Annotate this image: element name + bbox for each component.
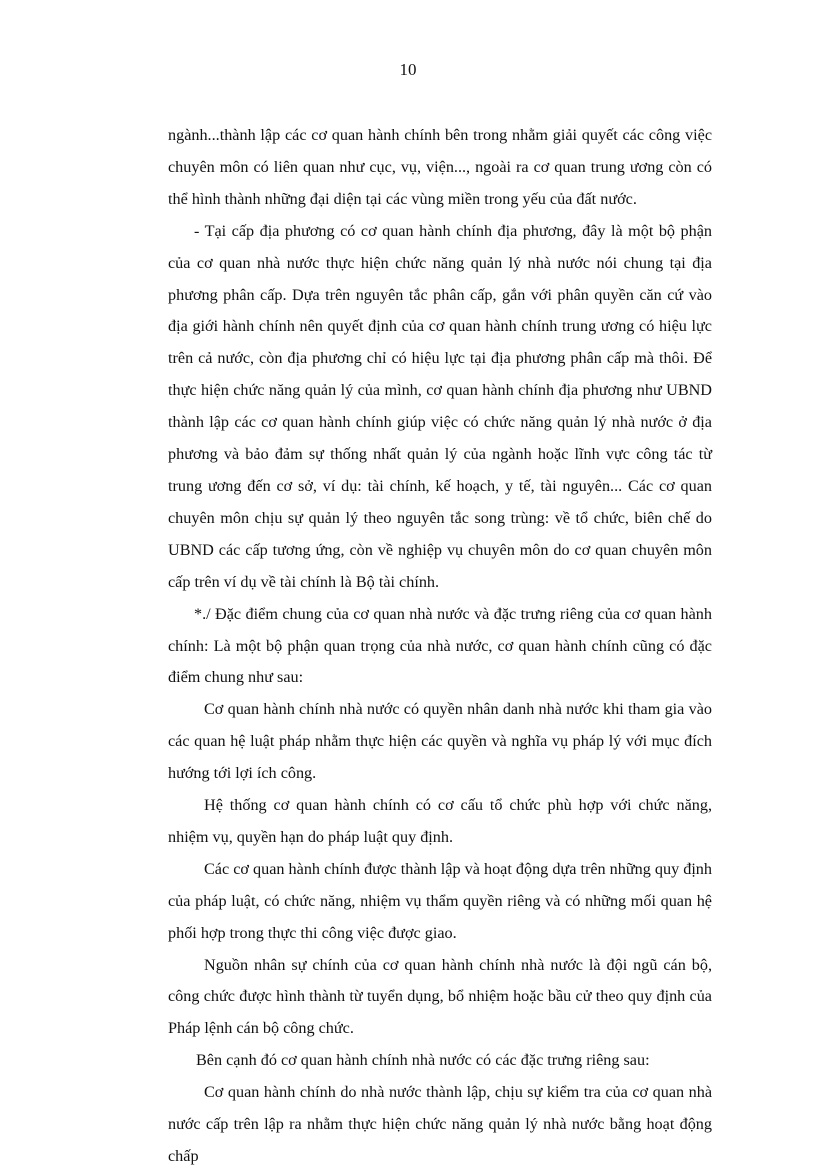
paragraph-8: Bên cạnh đó cơ quan hành chính nhà nước có các đặc trưng riêng sau: — [196, 1051, 650, 1070]
paragraph-4: Cơ quan hành chính nhà nước có quyền nhân danh nhà nước khi tham gia vào các quan hệ luật pháp nhằm thực hiện các quyền và nghĩa vụ pháp lý với mục đích hướng tới lợi ích công. — [168, 700, 712, 783]
body-text — [168, 120, 712, 1173]
paragraph-7: Nguồn nhân sự chính của cơ quan hành chính nhà nước là đội ngũ cán bộ, công chức được hình thành từ tuyển dụng, bổ nhiệm hoặc bầu cử theo quy định của Pháp lệnh cán bộ công chức. — [168, 955, 712, 1038]
paragraph-2: - Tại cấp địa phương có cơ quan hành chính địa phương, đây là một bộ phận của cơ quan nhà nước thực hiện chức năng quản lý nhà nước nói chung tại địa phương phân cấp. Dựa trên nguyên tắc phân cấp, gắn với phân quyền căn cứ vào địa giới hành chính nên quyết định của cơ quan hành chính trung ương có hiệu lực trên cả nước, còn địa phương chỉ có hiệu lực tại địa phương phân cấp mà thôi. Để thực hiện chức năng quản lý của mình, cơ quan hành chính địa phương như UBND thành lập các cơ quan hành chính giúp việc có chức năng quản lý nhà nước ở địa phương và bảo đảm sự thống nhất quản lý của ngành hoặc lĩnh vực công tác từ trung ương đến cơ sở, ví dụ: tài chính, kế hoạch, y tế, tài nguyên... Các cơ quan chuyên môn chịu sự quản lý theo nguyên tắc song trùng: về tổ chức, biên chế do UBND các cấp tương ứng, còn về nghiệp vụ chuyên môn do cơ quan chuyên môn cấp trên ví dụ về tài chính là Bộ tài chính. — [168, 221, 712, 591]
paragraph-3: *./ Đặc điểm chung của cơ quan nhà nước và đặc trưng riêng của cơ quan hành chính: Là một bộ phận quan trọng của nhà nước, cơ quan hành chính cũng có đặc điểm chung như sau: — [168, 604, 712, 687]
paragraph-5: Hệ thống cơ quan hành chính có cơ cấu tổ chức phù hợp với chức năng, nhiệm vụ, quyền hạn do pháp luật quy định. — [168, 796, 712, 846]
paragraph-1: ngành...thành lập các cơ quan hành chính bên trong nhằm giải quyết các công việc chuyên môn có liên quan như cục, vụ, viện..., ngoài ra cơ quan trung ương còn có thể hình thành những đại diện tại các vùng miền trong yếu của đất nước. — [168, 126, 712, 208]
paragraph-6: Các cơ quan hành chính được thành lập và hoạt động dựa trên những quy định của pháp luật, có chức năng, nhiệm vụ thẩm quyền riêng và có những mối quan hệ phối hợp trong thực thi công việc được giao. — [168, 859, 712, 942]
paragraph-9: Cơ quan hành chính do nhà nước thành lập, chịu sự kiểm tra của cơ quan nhà nước cấp trên lập ra nhằm thực hiện chức năng quản lý nhà nước bằng hoạt động chấp — [168, 1083, 712, 1165]
page-number: 10 — [399, 60, 417, 79]
